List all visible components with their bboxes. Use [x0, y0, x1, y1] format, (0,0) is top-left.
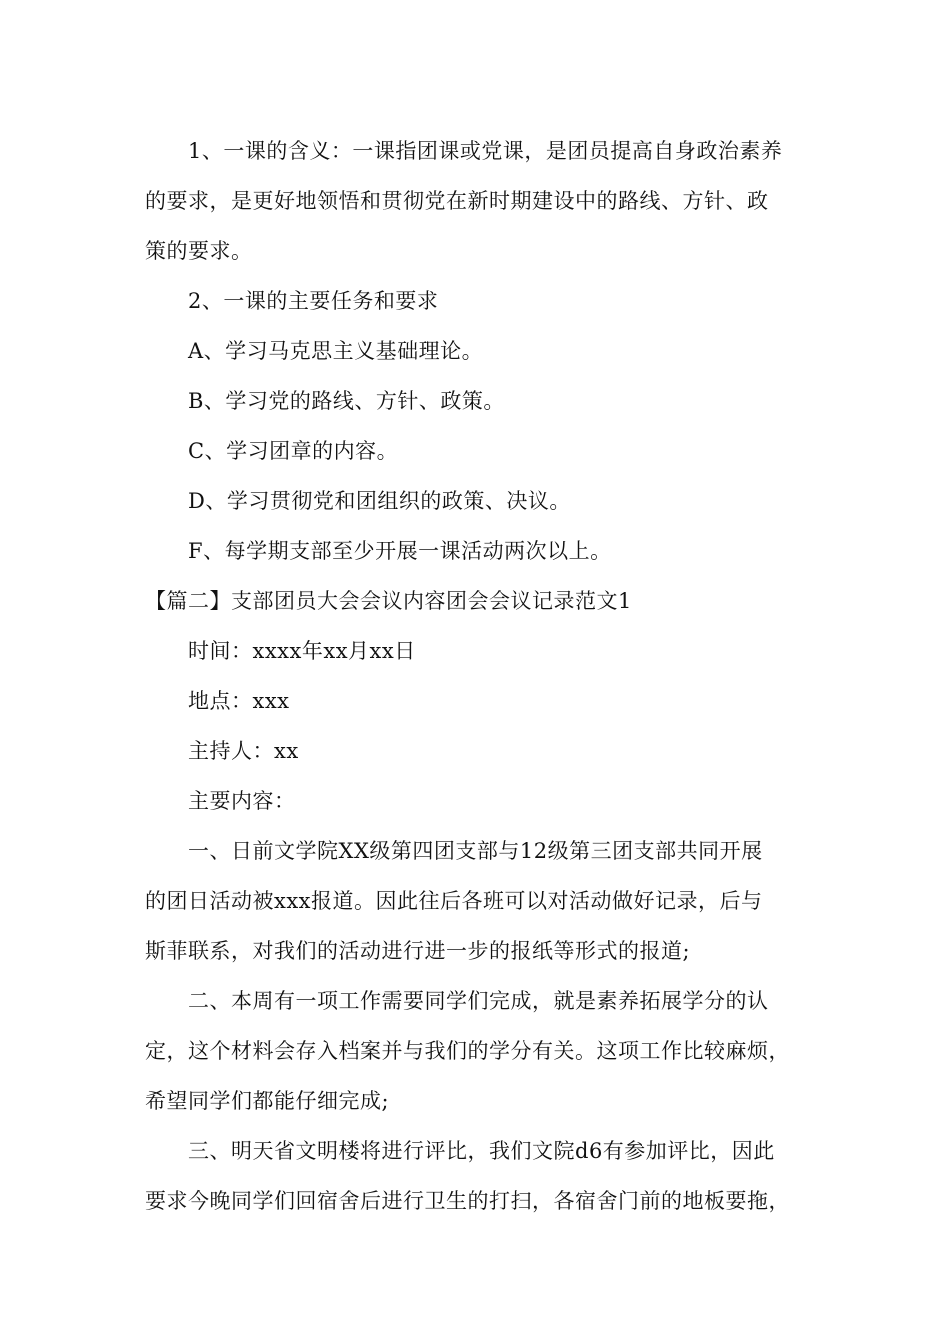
list-item-a: A、学习马克思主义基础理论。 [188, 339, 484, 363]
paragraph-1-line-3: 策的要求。 [145, 239, 253, 263]
content-paragraph-3-line-2: 要求今晚同学们回宿舍后进行卫生的打扫，各宿舍门前的地板要拖， [145, 1189, 790, 1213]
content-paragraph-1-line-1: 一、日前文学院XX级第四团支部与12级第三团支部共同开展 [188, 839, 763, 863]
paragraph-2: 2、一课的主要任务和要求 [188, 289, 439, 313]
list-item-d: D、学习贯彻党和团组织的政策、决议。 [188, 489, 571, 513]
meeting-time: 时间：xxxx年xx月xx日 [188, 639, 416, 663]
content-paragraph-1-line-2: 的团日活动被xxx报道。因此往后各班可以对活动做好记录，后与 [145, 889, 763, 913]
paragraph-1-line-1: 1、一课的含义：一课指团课或党课，是团员提高自身政治素养 [188, 139, 783, 163]
content-label: 主要内容： [188, 789, 296, 813]
section-heading: 【篇二】支部团员大会会议内容团会会议记录范文1 [145, 589, 632, 613]
meeting-place: 地点：xxx [188, 689, 290, 713]
content-paragraph-2-line-3: 希望同学们都能仔细完成; [145, 1089, 390, 1113]
content-paragraph-1-line-3: 斯菲联系，对我们的活动进行进一步的报纸等形式的报道; [145, 939, 691, 963]
paragraph-1-line-2: 的要求，是更好地领悟和贯彻党在新时期建设中的路线、方针、政 [145, 189, 769, 213]
content-paragraph-2-line-2: 定，这个材料会存入档案并与我们的学分有关。这项工作比较麻烦， [145, 1039, 790, 1063]
meeting-host: 主持人：xx [188, 739, 299, 763]
content-paragraph-2-line-1: 二、本周有一项工作需要同学们完成，就是素养拓展学分的认 [188, 989, 769, 1013]
content-paragraph-3-line-1: 三、明天省文明楼将进行评比，我们文院d6有参加评比，因此 [188, 1139, 775, 1163]
list-item-f: F、每学期支部至少开展一课活动两次以上。 [188, 539, 612, 563]
list-item-b: B、学习党的路线、方针、政策。 [188, 389, 505, 413]
list-item-c: C、学习团章的内容。 [188, 439, 399, 463]
